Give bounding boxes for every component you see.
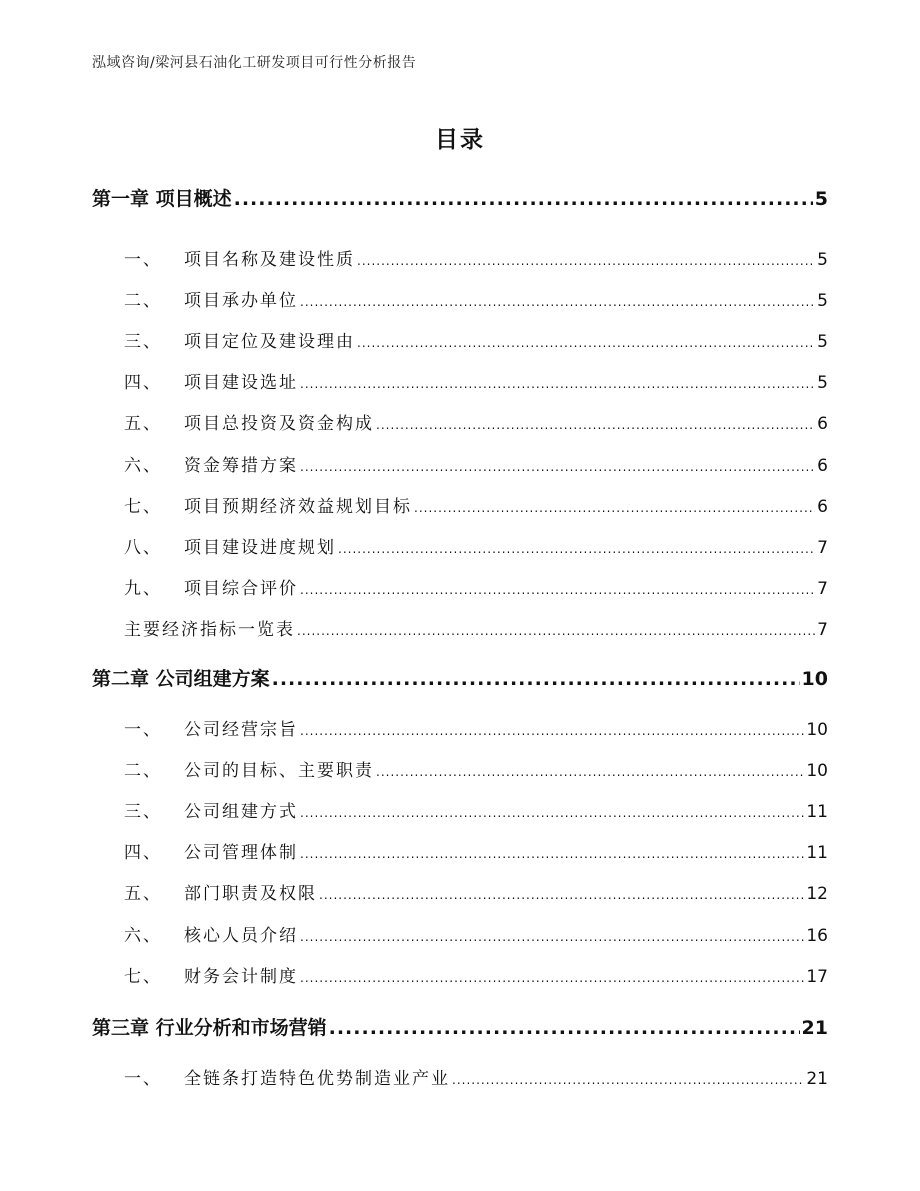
toc-section-entry[interactable] [124, 1064, 828, 1089]
toc-entry-number: 六、 [124, 925, 162, 946]
toc-chapter-entry[interactable] [92, 184, 828, 211]
toc-entry-number: 一、 [124, 1069, 162, 1089]
toc-chapter-entry[interactable] [92, 1013, 828, 1040]
toc-entry-label: 项目建设选址 [184, 373, 298, 394]
toc-section-entry[interactable] [124, 492, 828, 517]
running-header: 泓域咨询/梁河县石油化工研发项目可行性分析报告 [92, 55, 417, 71]
toc-dot-leader [329, 1017, 800, 1039]
toc-entry-label: 资金筹措方案 [184, 455, 298, 476]
toc-dot-leader [319, 884, 804, 904]
toc-page-number: 7 [817, 537, 828, 558]
toc-page-number: 17 [806, 966, 828, 987]
toc-section-entry[interactable] [124, 368, 828, 393]
toc-entry-number: 二、 [124, 291, 162, 312]
toc-entry-label: 项目名称及建设性质 [184, 250, 355, 270]
toc-dot-leader [300, 579, 815, 599]
toc-entry-label: 项目预期经济效益规划目标 [184, 496, 412, 517]
toc-chapter-entry[interactable] [92, 664, 828, 691]
toc-section-entry[interactable] [124, 533, 828, 558]
toc-dot-leader [300, 291, 815, 311]
toc-page-number: 10 [806, 761, 828, 782]
toc-entry-label: 财务会计制度 [184, 966, 298, 987]
toc-section-entry[interactable] [124, 409, 828, 434]
toc-section-entry[interactable] [124, 962, 828, 987]
toc-page-number: 5 [817, 250, 828, 270]
toc-page-number: 21 [801, 1017, 828, 1039]
toc-page-number: 7 [817, 619, 828, 640]
toc-page-number: 5 [817, 332, 828, 353]
toc-entry-number: 七、 [124, 966, 162, 987]
toc-entry-number: 四、 [124, 373, 162, 394]
toc-entry-label: 第二章 公司组建方案 [92, 668, 270, 690]
toc-section-entry[interactable] [124, 756, 828, 781]
toc-dot-leader [300, 373, 815, 393]
toc-dot-leader [300, 720, 804, 740]
toc-entry-number: 七、 [124, 496, 162, 517]
toc-page-number: 21 [806, 1069, 828, 1089]
toc-section-entry[interactable] [124, 245, 828, 270]
toc-entry-number: 五、 [124, 414, 162, 435]
toc-page-number: 5 [817, 291, 828, 312]
toc-section-entry[interactable] [124, 451, 828, 476]
toc-entry-label: 项目承办单位 [184, 291, 298, 312]
toc-section-entry[interactable] [124, 615, 828, 640]
toc-section-entry[interactable] [124, 838, 828, 863]
toc-dot-leader [272, 668, 800, 690]
toc-dot-leader [338, 538, 815, 558]
toc-entry-number: 九、 [124, 578, 162, 599]
toc-dot-leader [376, 414, 815, 434]
toc-dot-leader [234, 188, 813, 210]
toc-page-number: 12 [806, 884, 828, 905]
toc-section-entry[interactable] [124, 879, 828, 904]
toc-dot-leader [300, 926, 804, 946]
toc-entry-label: 全链条打造特色优势制造业产业 [184, 1069, 450, 1089]
toc-page-number: 7 [817, 578, 828, 599]
toc-entry-label: 核心人员介绍 [184, 925, 298, 946]
toc-entry-label: 主要经济指标一览表 [124, 619, 295, 640]
toc-dot-leader [414, 497, 815, 517]
toc-entry-label: 公司的目标、主要职责 [184, 761, 374, 782]
toc-section-entry[interactable] [124, 797, 828, 822]
toc-entry-label: 项目综合评价 [184, 578, 298, 599]
toc-entry-number: 八、 [124, 537, 162, 558]
toc-page-number: 6 [817, 455, 828, 476]
toc-dot-leader [376, 761, 804, 781]
toc-dot-leader [300, 456, 815, 476]
toc-page-number: 6 [817, 414, 828, 435]
toc-page-number: 5 [817, 373, 828, 394]
toc-entry-label: 项目定位及建设理由 [184, 332, 355, 353]
toc-dot-leader [452, 1069, 804, 1089]
toc-entry-number: 六、 [124, 455, 162, 476]
toc-entry-number: 一、 [124, 720, 162, 740]
page-title: 目录 [435, 127, 485, 153]
toc-dot-leader [357, 332, 815, 352]
toc-dot-leader [300, 843, 804, 863]
toc-section-entry[interactable] [124, 574, 828, 599]
toc-entry-number: 三、 [124, 802, 162, 823]
toc-dot-leader [357, 250, 815, 270]
toc-section-entry[interactable] [124, 921, 828, 946]
toc-section-entry[interactable] [124, 327, 828, 352]
toc-entry-label: 公司经营宗旨 [184, 720, 298, 740]
toc-entry-label: 部门职责及权限 [184, 884, 317, 905]
toc-dot-leader [297, 620, 815, 640]
toc-entry-label: 第一章 项目概述 [92, 188, 232, 210]
toc-section-entry[interactable] [124, 715, 828, 740]
toc-entry-number: 一、 [124, 250, 162, 270]
toc-entry-number: 四、 [124, 843, 162, 864]
toc-entry-number: 三、 [124, 332, 162, 353]
toc-page-number: 11 [806, 802, 828, 823]
toc-page-number: 10 [806, 720, 828, 740]
toc-section-entry[interactable] [124, 286, 828, 311]
toc-page-number: 5 [814, 188, 828, 210]
toc-entry-label: 公司组建方式 [184, 802, 298, 823]
toc-entry-number: 二、 [124, 761, 162, 782]
toc-page-number: 11 [806, 843, 828, 864]
toc-page-number: 6 [817, 496, 828, 517]
toc-entry-label: 公司管理体制 [184, 843, 298, 864]
toc-entry-label: 项目总投资及资金构成 [184, 414, 374, 435]
toc-entry-number: 五、 [124, 884, 162, 905]
toc-dot-leader [300, 802, 804, 822]
toc-page-number: 16 [806, 925, 828, 946]
toc-dot-leader [300, 967, 804, 987]
toc-entry-label: 项目建设进度规划 [184, 537, 336, 558]
toc-entry-label: 第三章 行业分析和市场营销 [92, 1017, 327, 1039]
toc-page-number: 10 [801, 668, 828, 690]
